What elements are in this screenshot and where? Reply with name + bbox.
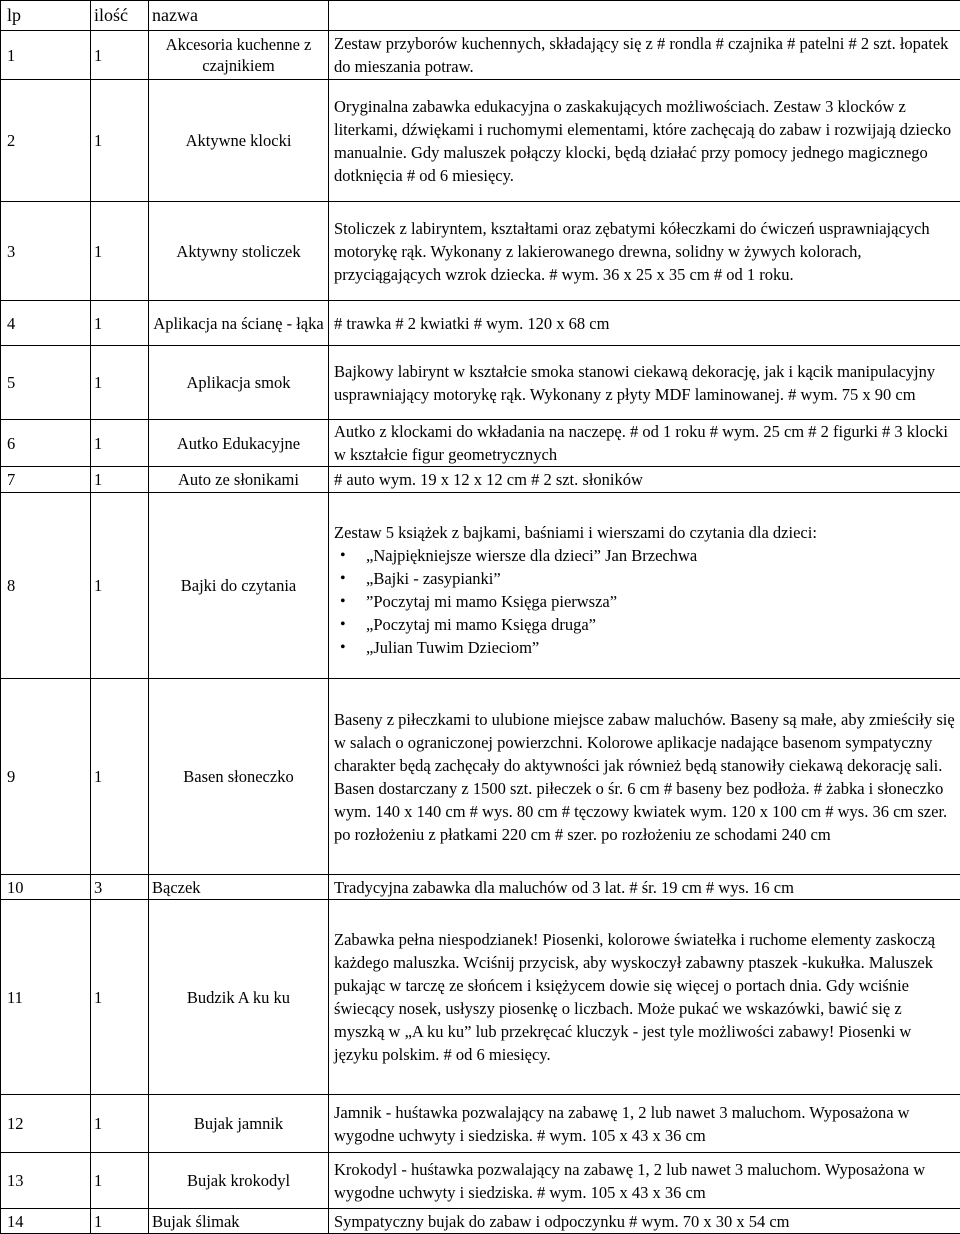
row-lp: 9	[1, 679, 91, 875]
row-qty: 3	[91, 875, 149, 900]
table-row	[1, 1209, 960, 1234]
row-qty: 1	[91, 679, 149, 875]
row-lp: 2	[1, 80, 91, 202]
header-name: nazwa	[149, 1, 329, 31]
row-qty: 1	[91, 1153, 149, 1209]
row-qty: 1	[91, 202, 149, 301]
row-name: Bączek	[149, 875, 329, 900]
row-desc: Autko z klockami do wkładania na naczepę. # od 1 roku # wym. 25 cm # 2 figurki # 3 klocki w kształcie figur geometrycznych	[329, 420, 960, 467]
row-desc: Bajkowy labirynt w kształcie smoka stanowi ciekawą dekorację, jak i kącik manipulacyjny usprawniający motorykę rąk. Wykonany z płyty MDF laminowanej. # wym. 75 x 90 cm	[329, 346, 960, 420]
row-qty: 1	[91, 900, 149, 1095]
row-qty: 1	[91, 31, 149, 80]
row-name: Bajki do czytania	[149, 493, 329, 679]
row-desc: # trawka # 2 kwiatki # wym. 120 x 68 cm	[329, 301, 960, 346]
table-row	[1, 900, 960, 1095]
row-name: Autko Edukacyjne	[149, 420, 329, 467]
list-item: • „Bajki - zasypianki”	[340, 567, 956, 590]
list-item: • „Julian Tuwim Dzieciom”	[340, 636, 956, 659]
table-row	[1, 493, 960, 679]
table-row	[1, 80, 960, 202]
row-desc: Zabawka pełna niespodzianek! Piosenki, kolorowe światełka i ruchome elementy zaskoczą każdego maluszka. Wciśnij przycisk, aby wyskoczył zabawny ptaszek -kukułka. Maluszek pukając w tarczę ze słońcem i księżycem dowie się więcej o portach dnia. Gdy wciśnie świecący nosek, usłyszy piosenkę o liczbach. Może pukać we wskazówki, bawić się z myszką w „A ku ku” lub przekręcać kluczyk - jest tyle możliwości zabawy! Piosenki w języku polskim. # od 6 miesięcy.	[329, 900, 960, 1095]
row-qty: 1	[91, 420, 149, 467]
list-item: • ”Poczytaj mi mamo Księga pierwsza”	[340, 590, 956, 613]
row-lp: 5	[1, 346, 91, 420]
list-item: • „Najpiękniejsze wiersze dla dzieci” Jan Brzechwa	[340, 544, 956, 567]
row-desc-cell	[329, 493, 960, 679]
table-row	[1, 1095, 960, 1153]
row-qty: 1	[91, 493, 149, 679]
row-lp: 11	[1, 900, 91, 1095]
row-qty: 1	[91, 80, 149, 202]
row-lp: 10	[1, 875, 91, 900]
row-qty: 1	[91, 346, 149, 420]
row-qty: 1	[91, 467, 149, 493]
row-lp: 7	[1, 467, 91, 493]
book-list	[334, 544, 956, 659]
row-name: Basen słoneczko	[149, 679, 329, 875]
row-desc: Krokodyl - huśtawka pozwalający na zabawę 1, 2 lub nawet 3 maluchom. Wyposażona w wygodne uchwyty i siedziska. # wym. 105 x 43 x 36 cm	[329, 1153, 960, 1209]
row-desc: Stoliczek z labiryntem, kształtami oraz zębatymi kółeczkami do ćwiczeń usprawniających motorykę rąk. Wykonany z lakierowanego drewna, solidny w żywych kolorach, przyciągających wzrok dziecka. # wym. 36 x 25 x 35 cm # od 1 roku.	[329, 202, 960, 301]
row-name: Aktywny stoliczek	[149, 202, 329, 301]
row-desc: Baseny z piłeczkami to ulubione miejsce zabaw maluchów. Baseny są małe, aby zmieściły się w salach o ograniczonej powierzchni. Kolorowe aplikacje nadające basenom sympatyczny charakter będą zachęcały do aktywności jak również będą stanowiły ciekawą dekorację sali. Basen dostarczany z 1500 szt. piłeczek o śr. 6 cm # baseny bez podłoża. # żabka i słoneczko wym. 140 x 140 cm # wys. 80 cm # tęczowy kwiatek wym. 120 x 100 cm # wys. 36 cm szer. po rozłożeniu z płatkami 220 cm # szer. po rozłożeniu ze schodami 240 cm	[329, 679, 960, 875]
row-desc: Oryginalna zabawka edukacyjna o zaskakujących możliwościach. Zestaw 3 klocków z literkami, dźwiękami i ruchomymi elementami, które zachęcają do zabaw i rozwijają dziecko manualnie. Gdy maluszek połączy klocki, będą działać przy pomocy jednego magicznego dotknięcia # od 6 miesięcy.	[329, 80, 960, 202]
table-row	[1, 875, 960, 900]
table-row	[1, 202, 960, 301]
row-desc: Zestaw przyborów kuchennych, składający się z # rondla # czajnika # patelni # 2 szt. łopatek do mieszania potraw.	[329, 31, 960, 80]
header-row	[1, 1, 960, 31]
table-row	[1, 301, 960, 346]
row-lp: 1	[1, 31, 91, 80]
header-lp: lp	[1, 1, 91, 31]
row-name: Bujak jamnik	[149, 1095, 329, 1153]
table-row	[1, 31, 960, 80]
row-name: Auto ze słonikami	[149, 467, 329, 493]
row-qty: 1	[91, 1209, 149, 1234]
row-lp: 6	[1, 420, 91, 467]
row-name: Aktywne klocki	[149, 80, 329, 202]
row-lp: 3	[1, 202, 91, 301]
table-row	[1, 346, 960, 420]
row-desc: Jamnik - huśtawka pozwalający na zabawę 1, 2 lub nawet 3 maluchom. Wyposażona w wygodne uchwyty i siedziska. # wym. 105 x 43 x 36 cm	[329, 1095, 960, 1153]
list-item: • „Poczytaj mi mamo Księga druga”	[340, 613, 956, 636]
row-qty: 1	[91, 1095, 149, 1153]
table-row	[1, 1153, 960, 1209]
row-name: Bujak krokodyl	[149, 1153, 329, 1209]
header-qty: ilość	[91, 1, 149, 31]
row-lp: 4	[1, 301, 91, 346]
row-lp: 14	[1, 1209, 91, 1234]
row-name: Budzik A ku ku	[149, 900, 329, 1095]
table-row	[1, 679, 960, 875]
row-desc: # auto wym. 19 x 12 x 12 cm # 2 szt. słoników	[329, 467, 960, 493]
row-desc: Tradycyjna zabawka dla maluchów od 3 lat. # śr. 19 cm # wys. 16 cm	[329, 875, 960, 900]
row-lp: 8	[1, 493, 91, 679]
table-row	[1, 420, 960, 467]
row-lp: 12	[1, 1095, 91, 1153]
row-name: Aplikacja na ścianę - łąka	[149, 301, 329, 346]
row-name: Aplikacja smok	[149, 346, 329, 420]
row-desc: Sympatyczny bujak do zabaw i odpoczynku # wym. 70 x 30 x 54 cm	[329, 1209, 960, 1234]
row-desc: Zestaw 5 książek z bajkami, baśniami i wierszami do czytania dla dzieci:	[334, 521, 956, 544]
table-row	[1, 467, 960, 493]
row-name: Bujak ślimak	[149, 1209, 329, 1234]
row-qty: 1	[91, 301, 149, 346]
header-desc	[329, 1, 960, 31]
row-lp: 13	[1, 1153, 91, 1209]
row-name: Akcesoria kuchenne z czajnikiem	[149, 31, 329, 80]
